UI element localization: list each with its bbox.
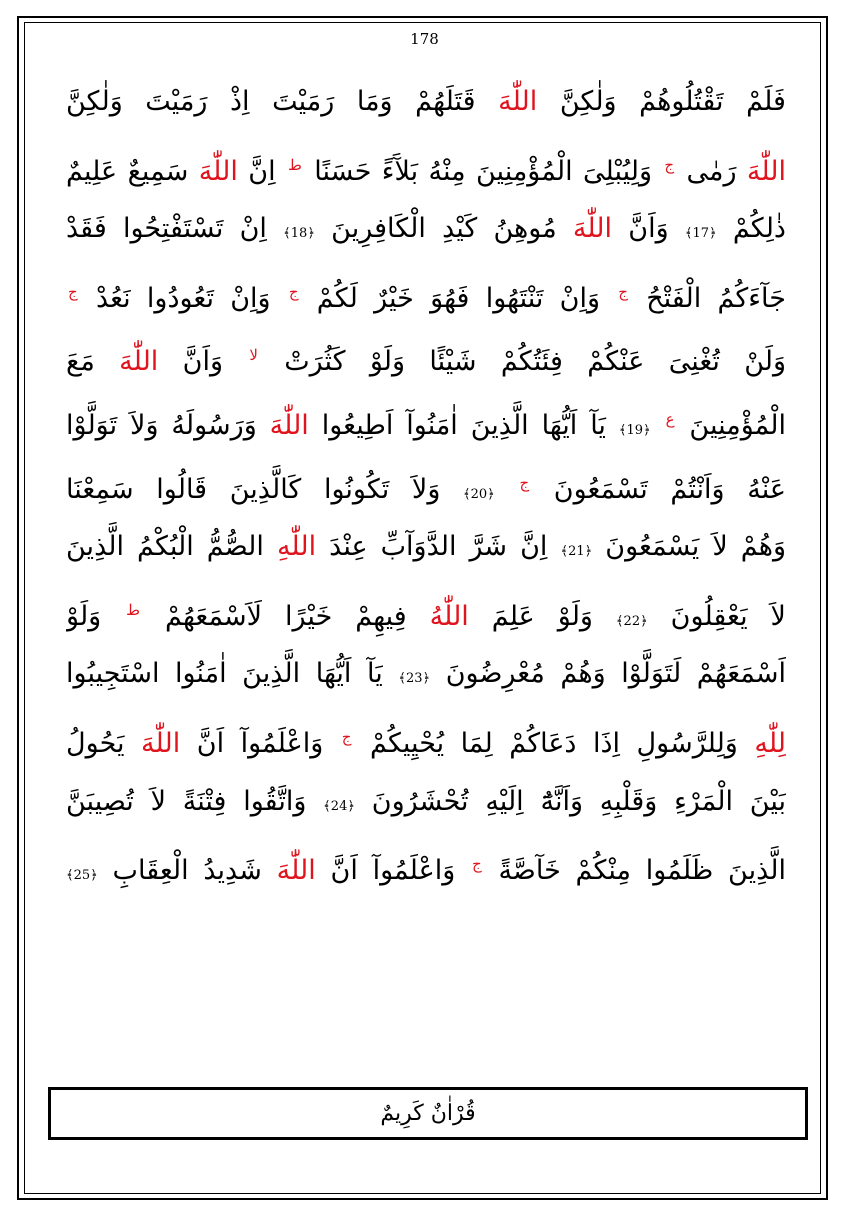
word: تَنْتَهُوا — [485, 282, 544, 314]
word: خَيْرًا — [285, 600, 333, 632]
word: مُعْرِضُونَ — [445, 658, 545, 690]
verse-number: ﴿23﴾ — [398, 671, 431, 687]
word: نَعُدْ — [95, 282, 131, 314]
text-line — [66, 197, 786, 261]
word: اَسْمَعَهُمْ — [696, 658, 786, 690]
divine-name-word: اللّٰهَ — [572, 213, 613, 245]
word: وَلَنْ — [744, 346, 786, 378]
word: لِمَا — [460, 727, 493, 759]
word: الْفَتْحُ — [646, 282, 702, 314]
word: فِئَتُكُمْ — [500, 346, 563, 378]
word: الدَّوَآبِّ — [380, 531, 457, 563]
word: يُحْيِيكُمْ — [370, 727, 445, 759]
text-line — [66, 833, 786, 897]
text-line — [66, 134, 786, 198]
word: عَلِيمٌ — [66, 155, 118, 187]
footer-box — [48, 1087, 808, 1140]
verse-number: ﴿20﴾ — [463, 486, 495, 502]
pause-mark: ع — [665, 409, 675, 428]
word: مَعَ — [66, 346, 95, 378]
word: خَآصَّةً — [498, 855, 561, 887]
divine-name-word: اللّٰهِ — [276, 531, 317, 563]
word: عَنْكُمْ — [587, 346, 645, 378]
verse-number: ﴿18﴾ — [283, 226, 315, 242]
word: اِذْ — [230, 86, 250, 117]
text-line — [66, 388, 786, 452]
verse-number: ﴿17﴾ — [684, 226, 717, 242]
word: اَنَّ — [330, 855, 358, 887]
word: وَقَلْبِهِ — [599, 785, 658, 817]
word: يَآ — [367, 658, 383, 690]
word: تَسْمَعُونَ — [553, 473, 648, 505]
pause-mark: ج — [664, 155, 675, 174]
word: وَلاَ — [130, 409, 159, 441]
word: الَّذِينَ — [66, 531, 124, 563]
word: تُغْنِىَ — [668, 346, 720, 378]
word: سَمِعْنَا — [66, 473, 134, 505]
word: مِنْهُ — [428, 155, 466, 187]
word: شَدِيدُ — [203, 855, 262, 887]
word: فَهُوَ — [430, 282, 470, 314]
word: الْعِقَابِ — [112, 855, 189, 887]
word: اَيُّهَا — [541, 409, 578, 441]
text-line — [66, 642, 786, 706]
pause-mark: ج — [288, 282, 299, 301]
word: اِنْ — [239, 213, 267, 245]
word: فَلَمْ — [746, 86, 786, 117]
word: وَاَنَّ — [182, 346, 223, 378]
word: الْمُؤْمِنِينَ — [476, 155, 573, 187]
word: وَهُمْ — [740, 531, 786, 563]
word: بَلآَءً — [381, 155, 419, 187]
word: وَاِنْ — [230, 282, 271, 314]
word: يَسْمَعُونَ — [605, 531, 700, 563]
word: خَيْرٌ — [374, 282, 414, 314]
word: عَنْهُ — [747, 473, 786, 505]
word: وَهُمْ — [560, 658, 606, 690]
verse-number: ﴿19﴾ — [618, 422, 651, 438]
text-line — [66, 515, 786, 579]
word: حَسَنًا — [314, 155, 372, 187]
pause-mark: ط — [287, 155, 302, 174]
word: اَيُّهَا — [315, 658, 352, 690]
word: قَتَلَهُمْ — [415, 86, 476, 117]
word: تُصِيبَنَّ — [66, 785, 134, 817]
word: يَآ — [590, 409, 606, 441]
verse-number: ﴿24﴾ — [323, 798, 355, 814]
word: اٰمَنُوا — [175, 658, 227, 690]
word: لَكُمْ — [316, 282, 358, 314]
word: وَلِيُبْلِىَ — [583, 155, 653, 187]
text-line — [66, 324, 786, 388]
word: الْكَافِرِينَ — [331, 213, 426, 245]
text-line — [66, 579, 786, 643]
word: وَلَوْ — [66, 600, 102, 632]
word: وَلَوْ — [557, 600, 593, 632]
divine-name-word: اللّٰهَ — [746, 155, 786, 187]
word: قَالُوا — [156, 473, 208, 505]
word: مِنْكُمْ — [575, 855, 632, 887]
pause-mark: ج — [519, 473, 530, 492]
pause-mark: ط — [126, 600, 141, 619]
pause-mark: ج — [472, 855, 482, 874]
word: سَمِيعٌ — [127, 155, 189, 187]
word: وَمَا — [356, 86, 393, 117]
word: فِيهِمْ — [355, 600, 407, 632]
word: لَاَسْمَعَهُمْ — [165, 600, 263, 632]
word: الْمُؤْمِنِينَ — [689, 409, 786, 441]
word: تَسْتَفْتِحُوا — [122, 213, 224, 245]
word: بَيْنَ — [749, 785, 786, 817]
word: شَرَّ — [469, 531, 508, 563]
word: لاَ — [712, 531, 728, 563]
word: الَّذِينَ — [242, 658, 301, 690]
word: تَعُودُوا — [146, 282, 214, 314]
word: تَكُونُوا — [323, 473, 390, 505]
word: اِلَيْهِ — [485, 785, 524, 817]
word: لاَ — [770, 600, 786, 632]
word: اسْتَجِيبُوا — [66, 658, 160, 690]
divine-name-word: اللّٰهَ — [198, 155, 238, 187]
word: فِتْنَةً — [182, 785, 227, 817]
word: شَيْئًا — [429, 346, 477, 378]
word: عِنْدَ — [329, 531, 368, 563]
page-number: 178 — [410, 30, 439, 48]
divine-name-word: اللّٰهَ — [276, 855, 316, 887]
word: دَعَاكُمْ — [509, 727, 577, 759]
divine-name-word: اللّٰهَ — [141, 727, 181, 759]
word: وَاِنْ — [559, 282, 601, 314]
pause-mark: ج — [341, 727, 352, 746]
word: الْبُكْمُ — [137, 531, 194, 563]
word: وَاتَّقُوا — [243, 785, 307, 817]
divine-name-word: اللّٰهُ — [429, 600, 469, 632]
word: وَاعْلَمُوآ — [240, 727, 324, 759]
word: الَّذِينَ — [728, 855, 786, 887]
word: كَيْدِ — [442, 213, 478, 245]
divine-name-word: لِلّٰهِ — [754, 727, 786, 759]
word: وَلِلرَّسُولِ — [636, 727, 738, 759]
word: مُوهِنُ — [493, 213, 557, 245]
text-line — [66, 452, 786, 516]
word: تُحْشَرُونَ — [371, 785, 469, 817]
text-line — [66, 770, 786, 834]
word: تَقْتُلُوهُمْ — [639, 86, 724, 117]
word: يَحُولُ — [66, 727, 125, 759]
word: ظَلَمُوا — [645, 855, 714, 887]
word: الصُّمُّ — [206, 531, 264, 563]
word: يَعْقِلُونَ — [670, 600, 748, 632]
footer-title: قُرْاٰنٌ كَرِيمٌ — [380, 1101, 476, 1126]
word: لاَ — [150, 785, 166, 817]
word: وَاَنْتُمْ — [670, 473, 725, 505]
word: اِذَا — [592, 727, 621, 759]
word: وَلٰكِنَّ — [559, 86, 617, 117]
word: اَطِيعُوا — [321, 409, 394, 441]
word: رَمَيْتَ — [272, 86, 335, 117]
word: وَلَوْ — [369, 346, 406, 378]
text-line — [66, 70, 786, 134]
verse-number: ﴿22﴾ — [615, 613, 648, 629]
pause-mark: ج — [68, 282, 78, 301]
word: وَلاَ — [411, 473, 441, 505]
divine-name-word: اللّٰهَ — [269, 409, 309, 441]
word: رَمَيْتَ — [145, 86, 208, 117]
text-line — [66, 261, 786, 325]
word: الْمَرْءِ — [674, 785, 734, 817]
word: جَآءَكُمُ — [717, 282, 786, 314]
verse-number: ﴿25﴾ — [66, 868, 98, 884]
verse-number: ﴿21﴾ — [560, 544, 593, 560]
pause-mark: ج — [618, 282, 628, 301]
word: وَاَنَّ — [628, 213, 669, 245]
word: فَقَدْ — [66, 213, 107, 245]
quran-text-block — [66, 70, 786, 897]
text-line — [66, 706, 786, 770]
word: وَرَسُولَهُ — [171, 409, 257, 441]
word: ذٰلِكُمْ — [732, 213, 786, 245]
divine-name-word: اللّٰهَ — [498, 86, 538, 117]
word: اٰمَنُوآ — [406, 409, 458, 441]
word: وَاَنَّهُٓ — [540, 785, 583, 817]
word: رَمٰى — [686, 155, 737, 187]
word: عَلِمَ — [491, 600, 535, 632]
word: اَنَّ — [196, 727, 225, 759]
pause-mark: لا — [249, 346, 258, 365]
word: اِنَّ — [248, 155, 276, 187]
word: كَالَّذِينَ — [229, 473, 302, 505]
word: تَوَلَّوْا — [66, 409, 118, 441]
word: وَاعْلَمُوآ — [372, 855, 456, 887]
divine-name-word: اللّٰهَ — [119, 346, 159, 378]
word: اِنَّ — [520, 531, 548, 563]
word: الَّذِينَ — [470, 409, 529, 441]
word: وَلٰكِنَّ — [66, 86, 123, 117]
word: لَتَوَلَّوْا — [621, 658, 682, 690]
word: كَثُرَتْ — [284, 346, 346, 378]
